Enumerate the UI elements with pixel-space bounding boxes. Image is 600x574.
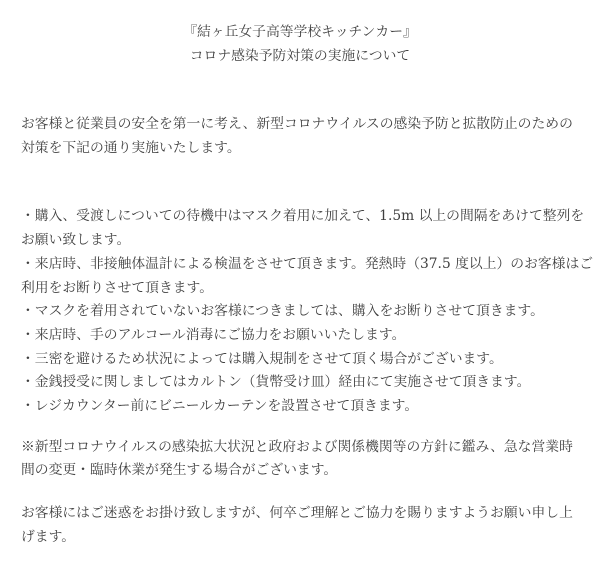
measure-item-vinyl-curtain: ・レジカウンター前にビニールカーテンを設置させて頂きます。 — [21, 398, 419, 415]
closing-paragraph: お客様にはご迷惑をお掛け致しますが、何卒ご理解とご協力を賜りますようお願い申し上 げます。 — [21, 505, 573, 545]
document-title-block — [21, 20, 579, 68]
measure-item-temperature-check: ・来店時、非接触体温計による検温をさせて頂きます。発熱時（37.5 度以上）のお客様はご 利用をお断りさせて頂きます。 — [21, 255, 594, 296]
measure-item-queue-spacing: ・購入、受渡しについての待機中はマスク着用に加えて、1.5m 以上の間隔をあけて整列を お願い致します。 — [21, 208, 585, 249]
note-paragraph: ※新型コロナウイルスの感染拡大状況と政府および関係機関等の方針に鑑み、急な営業時 間の変更・臨時休業が発生する場合がございます。 — [21, 438, 573, 479]
measure-item-cash-tray: ・金銭授受に関しましてはカルトン（貨幣受け皿）経由にて実施させて頂きます。 — [21, 374, 531, 391]
measure-item-hand-sanitizer: ・来店時、手のアルコール消毒にご協力をお願いいたします。 — [21, 326, 406, 343]
document-title: 『結ヶ丘女子高等学校キッチンカー』 — [183, 24, 417, 40]
document-subtitle: コロナ感染予防対策の実施について — [189, 48, 411, 64]
measures-list — [21, 205, 594, 418]
measure-item-purchase-limit: ・三密を避けるため状況によっては購入規制をさせて頂く場合がございます。 — [21, 350, 503, 367]
intro-paragraph: お客様と従業員の安全を第一に考え、新型コロナウイルスの感染予防と拡散防止のための 対策を下記の通り実施いたします。 — [21, 116, 573, 156]
measure-item-mask-required: ・マスクを着用されていないお客様につきましては、購入をお断りさせて頂きます。 — [21, 303, 544, 320]
